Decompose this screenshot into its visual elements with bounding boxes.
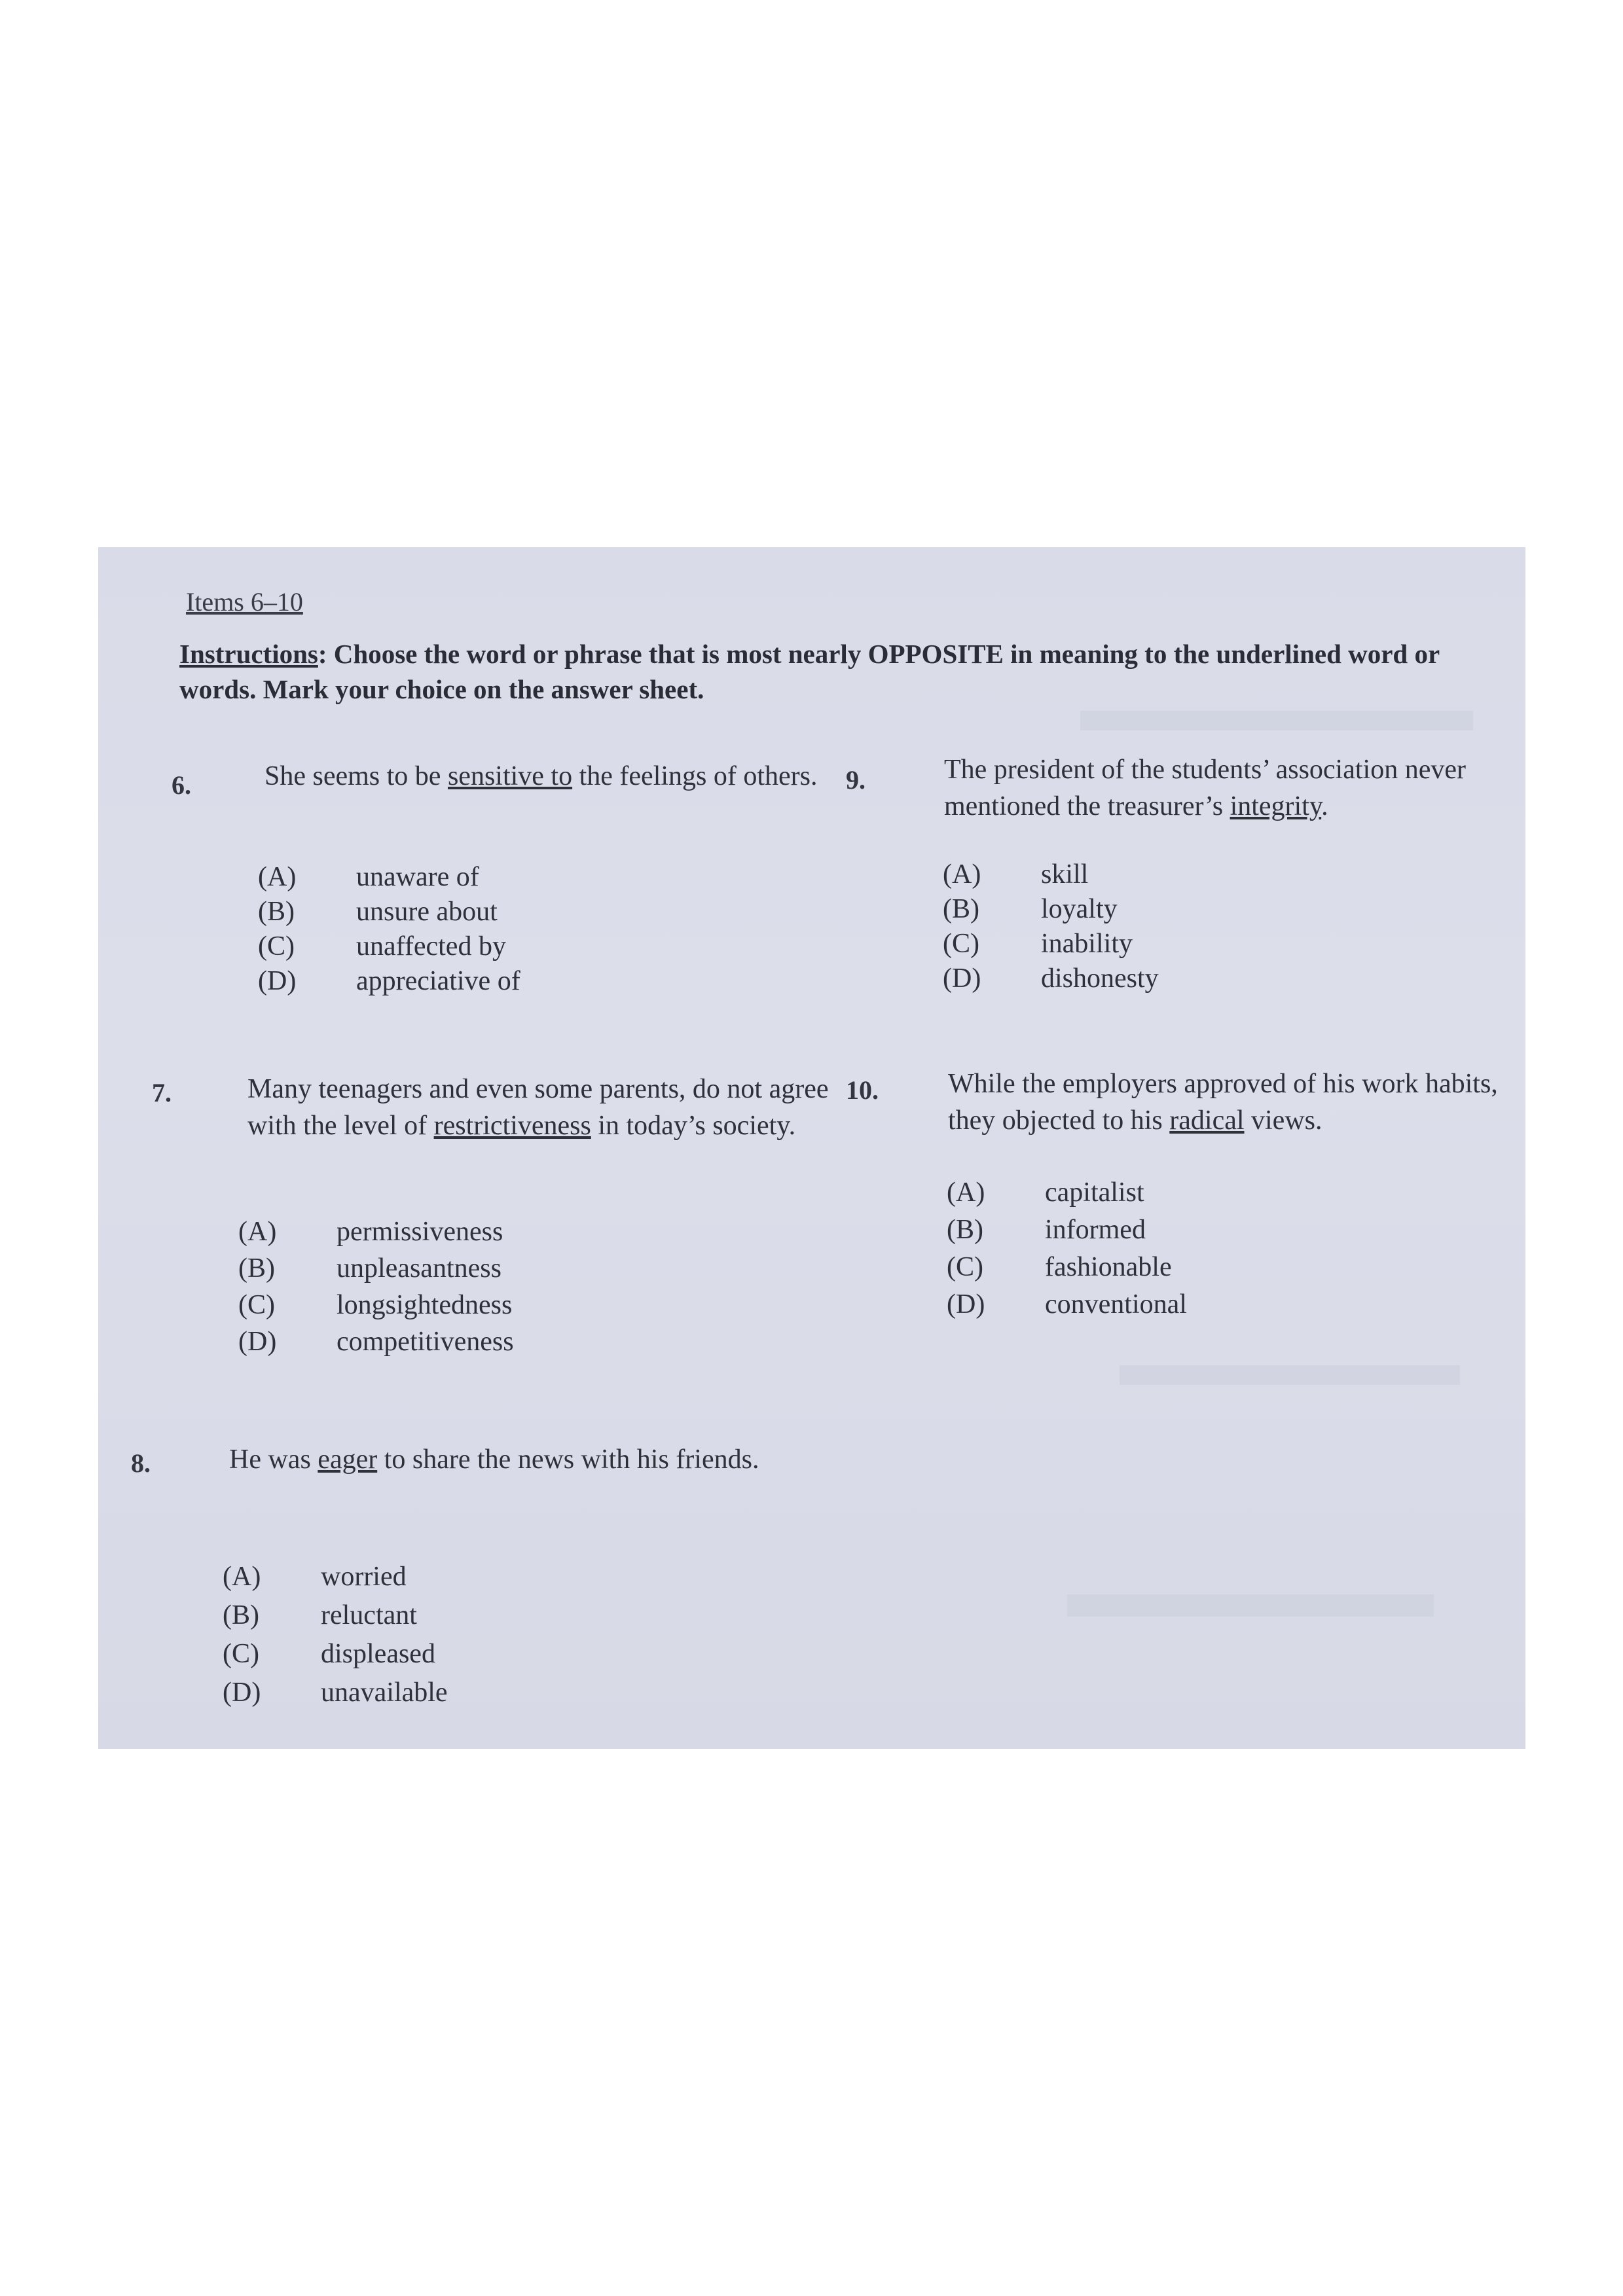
option-text: informed: [1045, 1215, 1146, 1245]
option-c[interactable]: [238, 1287, 514, 1323]
underlined-word: integrity: [1230, 791, 1322, 821]
option-text: longsightedness: [337, 1290, 513, 1320]
option-letter: (A): [943, 859, 981, 889]
stem-text: to share the news with his friends.: [377, 1444, 759, 1475]
option-text: reluctant: [321, 1600, 417, 1630]
option-letter: (A): [238, 1217, 277, 1247]
question-7-stem: [247, 1071, 863, 1144]
option-a[interactable]: [943, 857, 1159, 892]
option-text: displeased: [321, 1639, 435, 1669]
option-c[interactable]: [258, 929, 520, 964]
option-letter: (C): [947, 1252, 983, 1282]
option-letter: (D): [943, 963, 981, 994]
option-b[interactable]: [943, 892, 1159, 927]
question-9-stem: [944, 751, 1514, 825]
option-text: unpleasantness: [337, 1253, 501, 1283]
option-letter: (B): [947, 1215, 983, 1245]
option-letter: (B): [223, 1600, 259, 1630]
option-text: worried: [321, 1562, 407, 1592]
underlined-word: radical: [1169, 1105, 1245, 1136]
option-d[interactable]: [943, 961, 1159, 996]
exam-page-photo: [98, 547, 1525, 1749]
instructions-text: : Choose the word or phrase that is most nearly OPPOSITE in meaning to the underlined word or words. Mark your choice on the answer sheet.: [179, 639, 1440, 704]
option-text: unsure about: [356, 897, 498, 927]
option-text: competitiveness: [337, 1327, 514, 1357]
option-text: permissiveness: [337, 1217, 503, 1247]
option-a[interactable]: [947, 1174, 1187, 1211]
option-letter: (A): [223, 1562, 261, 1592]
instructions: [179, 636, 1482, 707]
stem-text: the feelings of others.: [572, 761, 818, 791]
items-heading: Items 6–10: [186, 587, 303, 617]
option-d[interactable]: [223, 1674, 448, 1712]
option-letter: (C): [943, 929, 979, 959]
question-6-number: 6.: [172, 770, 191, 800]
question-9-number: 9.: [846, 765, 866, 795]
option-d[interactable]: [258, 964, 520, 999]
option-text: inability: [1041, 929, 1133, 959]
option-text: fashionable: [1045, 1252, 1172, 1282]
question-8-number: 8.: [131, 1448, 151, 1478]
question-10-number: 10.: [846, 1075, 879, 1105]
stem-text: The president of the students’ association never mentioned the treasurer’s: [944, 755, 1466, 821]
option-text: unaware of: [356, 862, 479, 892]
option-text: appreciative of: [356, 966, 520, 996]
stem-text: She seems to be: [264, 761, 448, 791]
option-b[interactable]: [223, 1596, 448, 1635]
option-letter: (C): [258, 931, 295, 961]
question-8-options: [223, 1558, 448, 1712]
option-letter: (C): [238, 1290, 275, 1320]
underlined-word: restrictiveness: [433, 1111, 591, 1141]
stem-text: views.: [1244, 1105, 1322, 1136]
stem-text: in today’s society.: [591, 1111, 796, 1141]
option-d[interactable]: [947, 1286, 1187, 1323]
question-8-stem: [229, 1441, 818, 1478]
option-text: unaffected by: [356, 931, 506, 961]
option-letter: (A): [947, 1177, 985, 1208]
option-letter: (D): [238, 1327, 277, 1357]
option-b[interactable]: [947, 1211, 1187, 1249]
option-letter: (D): [258, 966, 297, 996]
question-7-options: [238, 1213, 514, 1360]
option-c[interactable]: [947, 1249, 1187, 1286]
option-letter: (D): [947, 1289, 985, 1319]
option-c[interactable]: [943, 927, 1159, 961]
underlined-word: eager: [318, 1444, 378, 1475]
option-d[interactable]: [238, 1323, 514, 1360]
stem-text: .: [1321, 791, 1328, 821]
bleed-through-mark: [1067, 1594, 1434, 1617]
option-text: capitalist: [1045, 1177, 1144, 1208]
option-a[interactable]: [223, 1558, 448, 1596]
underlined-word: sensitive to: [447, 761, 573, 791]
question-6-stem: [264, 758, 886, 795]
option-b[interactable]: [258, 895, 520, 929]
stem-text: He was: [229, 1444, 318, 1475]
option-b[interactable]: [238, 1250, 514, 1287]
option-letter: (B): [238, 1253, 275, 1283]
option-text: conventional: [1045, 1289, 1187, 1319]
bleed-through-mark: [1080, 711, 1473, 730]
option-letter: (A): [258, 862, 297, 892]
question-6-options: [258, 860, 520, 999]
option-a[interactable]: [258, 860, 520, 895]
question-7-number: 7.: [152, 1078, 172, 1107]
question-10-stem: [948, 1066, 1518, 1139]
option-letter: (B): [258, 897, 295, 927]
option-a[interactable]: [238, 1213, 514, 1250]
bleed-through-mark: [1120, 1365, 1460, 1385]
question-10-options: [947, 1174, 1187, 1323]
instructions-label: Instructions: [179, 639, 318, 669]
option-letter: (D): [223, 1677, 261, 1708]
question-9-options: [943, 857, 1159, 996]
option-text: loyalty: [1041, 894, 1118, 924]
option-text: dishonesty: [1041, 963, 1159, 994]
option-letter: (C): [223, 1639, 259, 1669]
option-text: skill: [1041, 859, 1089, 889]
option-text: unavailable: [321, 1677, 448, 1708]
option-c[interactable]: [223, 1635, 448, 1674]
option-letter: (B): [943, 894, 979, 924]
stem-text: Many teenagers and even some parents, do not agree with the level of: [247, 1074, 829, 1141]
stem-text: While the employers approved of his work habits, they objected to his: [948, 1069, 1498, 1136]
